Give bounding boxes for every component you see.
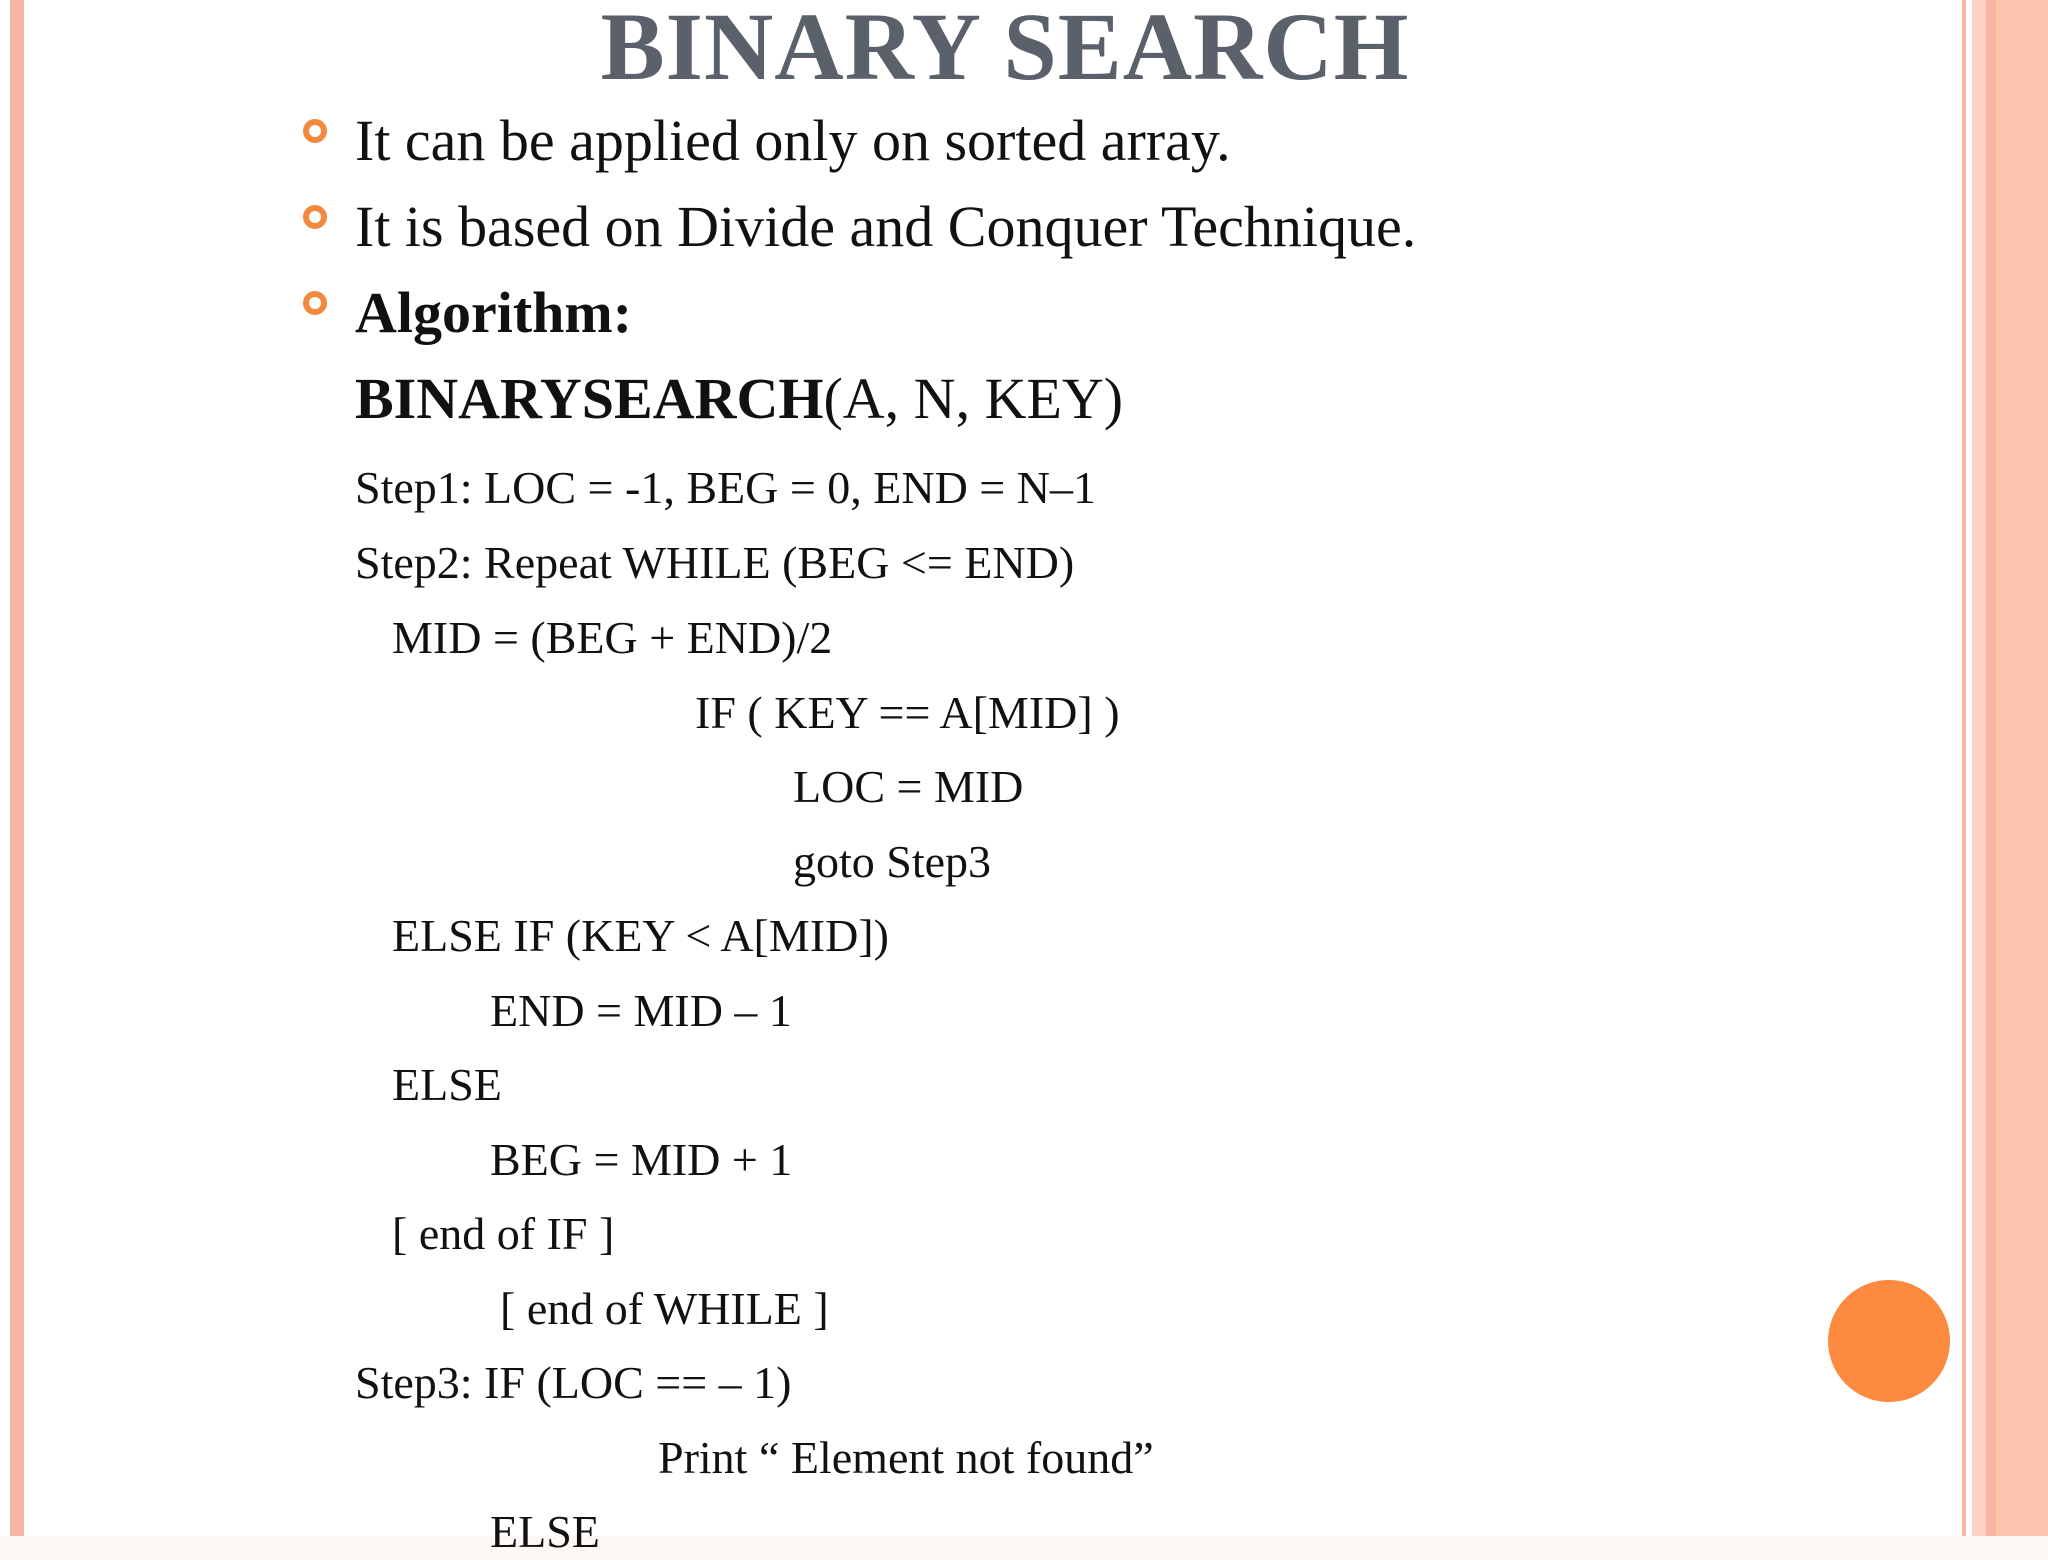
- right-border-stripe: [1996, 0, 2048, 1536]
- right-border-stripe: [1962, 0, 1966, 1536]
- code-line: Print “ Element not found”: [658, 1432, 1154, 1483]
- bullet-icon: [303, 291, 327, 315]
- right-border-stripe: [1972, 0, 1986, 1536]
- left-border-stripe: [10, 0, 24, 1536]
- bullet-text-algorithm: Algorithm:: [355, 280, 633, 345]
- code-line: ELSE: [490, 1506, 600, 1557]
- algorithm-params: (A, N, KEY): [823, 366, 1124, 431]
- bullet-text: It can be applied only on sorted array.: [355, 108, 1231, 173]
- algorithm-name: BINARYSEARCH: [355, 366, 824, 431]
- decorative-circle: [1828, 1280, 1950, 1402]
- algorithm-signature: [355, 364, 1123, 434]
- code-line: Step2: Repeat WHILE (BEG <= END): [355, 537, 1075, 588]
- code-line: ELSE: [392, 1059, 502, 1110]
- code-line: BEG = MID + 1: [490, 1134, 793, 1185]
- slide-title: BINARY SEARCH: [600, 0, 1410, 100]
- bullet-text: It is based on Divide and Conquer Technique.: [355, 194, 1417, 259]
- code-line: [ end of WHILE ]: [500, 1283, 829, 1334]
- code-line: Step3: IF (LOC == – 1): [355, 1357, 792, 1408]
- code-line: [ end of IF ]: [392, 1208, 615, 1259]
- code-line: IF ( KEY == A[MID] ): [695, 687, 1120, 738]
- code-line: LOC = MID: [793, 761, 1024, 812]
- bullet-icon: [303, 205, 327, 229]
- code-line: goto Step3: [793, 836, 992, 887]
- code-line: ELSE IF (KEY < A[MID]): [392, 910, 889, 961]
- right-border-stripe: [1986, 0, 1996, 1536]
- code-line: Step1: LOC = -1, BEG = 0, END = N–1: [355, 462, 1096, 513]
- bullet-icon: [303, 119, 327, 143]
- code-line: MID = (BEG + END)/2: [392, 612, 833, 663]
- code-line: END = MID – 1: [490, 985, 792, 1036]
